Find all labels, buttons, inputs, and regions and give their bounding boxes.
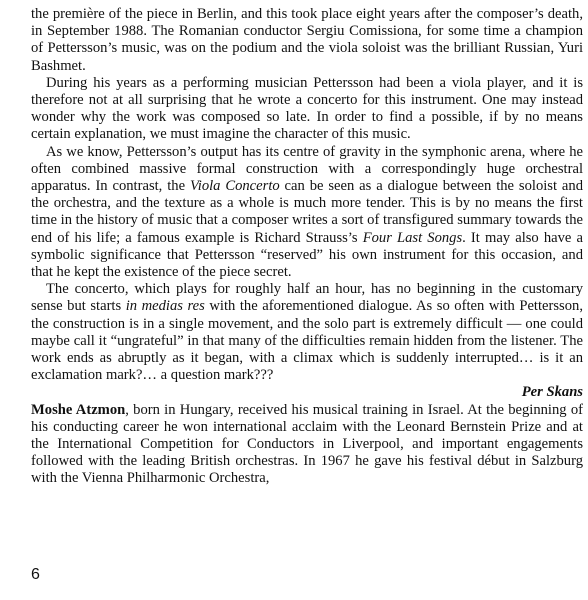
conductor-name: Moshe Atzmon	[31, 401, 126, 418]
paragraph-output-part-a: As we know, Pettersson’s output has its centre of gravity in the symphonic arena, where he often combined massive formal construction with a correspondingly huge orchestral apparatus. In contrast, the	[31, 143, 583, 195]
paragraph-concerto-part-a: The concerto, which plays for roughly half an hour, has no beginning in the customary sense but starts	[31, 281, 583, 315]
paragraph-concerto	[31, 281, 583, 384]
paragraph-output-part-e: . It may also have a symbolic significance that Pettersson “reserved” his own instrument for this occasion, and that he kept the existence of the piece secret.	[31, 229, 583, 281]
paragraph-premiere: the première of the piece in Berlin, and this took place eight years after the composer’s death, in September 1988. The Romanian conductor Sergiu Comissiona, for some time a champion of Pettersson’s music, was on the podium and the viola soloist was the brilliant Russian, Yuri Bashmet.	[31, 6, 583, 74]
viola-concerto-title: Viola Concerto	[189, 178, 280, 195]
in-medias-res-phrase: in medias res	[125, 298, 205, 315]
paragraph-concerto-part-c: with the aforementioned dialogue. As so often with Pettersson, the construction is in a single movement, and the solo part is extremely difficult — one could maybe call it “ungrateful” in that many of the difficulties remain hidden from the listener. The work ends as abruptly as it began, with a climax which is suddenly interrupted… is it an exclamation mark?… a question mark???	[31, 298, 583, 384]
paragraph-output	[31, 144, 583, 282]
text-column	[31, 6, 583, 488]
four-last-songs-title: Four Last Songs	[362, 229, 463, 246]
paragraph-biography-text: , born in Hungary, received his musical training in Israel. At the beginning of his conducting career he won international acclaim with the Leonard Bernstein Prize and at the International Competition for Conductors in Liverpool, and important engagements followed with the leading British orchestras. In 1967 he gave his festival début in Salzburg with the Vienna Philharmonic Orchestra,	[31, 401, 583, 487]
paragraph-viola-player: During his years as a performing musician Pettersson had been a viola player, and it is therefore not at all surprising that he wrote a concerto for this instrument. One may instead wonder why the work was composed so late. In order to find a possible, if by no means certain explanation, we must imagine the character of this music.	[31, 74, 583, 143]
page-number: 6	[31, 566, 40, 583]
paragraph-biography	[31, 402, 583, 488]
paragraph-output-part-c: can be seen as a dialogue between the soloist and the orchestra, and the texture as a whole is much more tender. This is by no means the first time in the history of music that a composer writes a sort of transfigured summary towards the end of his life; a famous example is Richard Strauss’s	[31, 178, 583, 246]
author-signature: Per Skans	[521, 384, 583, 401]
